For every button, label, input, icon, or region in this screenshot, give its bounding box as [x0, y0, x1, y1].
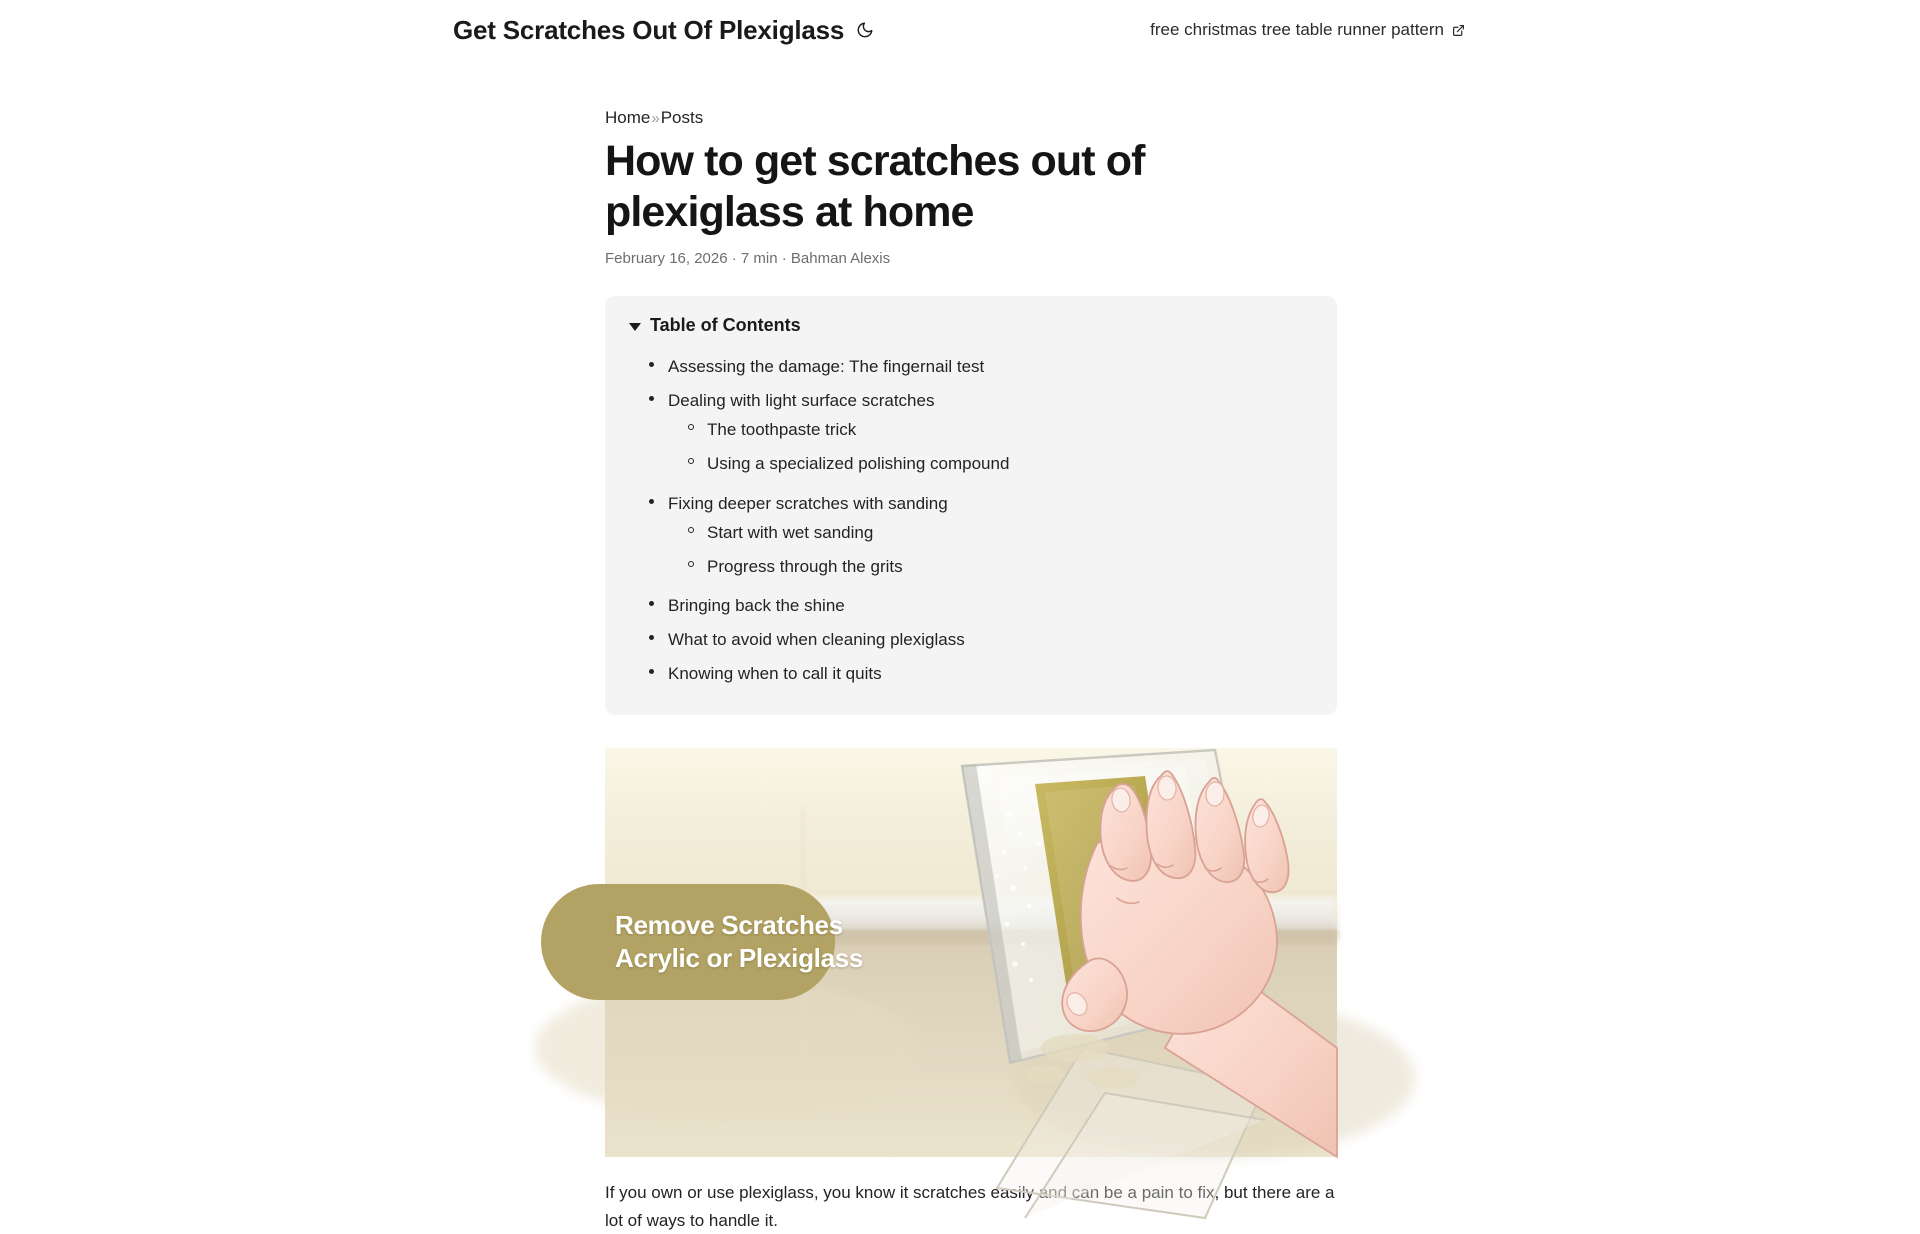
- header-external-link-label: free christmas tree table runner pattern: [1150, 20, 1444, 39]
- list-item: [688, 447, 1313, 481]
- toc-link[interactable]: Progress through the grits: [707, 556, 903, 576]
- list-item: [649, 487, 1313, 589]
- toc-link[interactable]: Knowing when to call it quits: [668, 664, 882, 684]
- toc-heading: Table of Contents: [650, 315, 801, 336]
- toc-link[interactable]: The toothpaste trick: [707, 420, 857, 440]
- toc-link[interactable]: Bringing back the shine: [668, 595, 845, 615]
- bullet-hollow-icon: [688, 424, 694, 430]
- page-title: How to get scratches out of plexiglass at home: [605, 137, 1145, 236]
- bullet-hollow-icon: [688, 561, 694, 567]
- article-first-paragraph: If you own or use plexiglass, you know it scratches easily and can be a pain to fix, but there are a lot of ways to handle it.: [605, 1183, 1335, 1230]
- bullet-icon: [649, 362, 654, 367]
- list-item: [688, 516, 1313, 550]
- post-meta: February 16, 2026 · 7 min · Bahman Alexis: [605, 249, 891, 267]
- table-of-contents: [605, 296, 1337, 715]
- bullet-icon: [649, 635, 654, 640]
- bullet-icon: [649, 396, 654, 401]
- list-item: [688, 550, 1313, 584]
- breadcrumb: [605, 108, 1337, 128]
- bullet-icon: [649, 601, 654, 606]
- breadcrumb-item-home[interactable]: Home: [605, 108, 651, 127]
- overlay-line-2: Acrylic or Plexiglass: [615, 943, 864, 974]
- featured-image-overlay-caption: [541, 884, 864, 1000]
- site-title[interactable]: Get Scratches Out Of Plexiglass: [453, 15, 845, 45]
- toc-link[interactable]: Assessing the damage: The fingernail test: [668, 357, 985, 377]
- bullet-icon: [649, 669, 654, 674]
- list-item: [688, 413, 1313, 447]
- external-link-icon: [1451, 23, 1465, 37]
- toc-link[interactable]: Dealing with light surface scratches: [668, 391, 935, 411]
- bullet-hollow-icon: [688, 527, 694, 533]
- list-item: [649, 350, 1313, 384]
- toc-sublist: [668, 413, 1313, 481]
- bullet-hollow-icon: [688, 458, 694, 464]
- toc-toggle[interactable]: [629, 315, 1313, 337]
- overlay-line-1: Remove Scratches: [615, 909, 843, 940]
- list-item: [649, 589, 1313, 623]
- featured-image: [605, 748, 1337, 1157]
- breadcrumb-item-posts[interactable]: Posts: [660, 108, 704, 127]
- main-content: [605, 0, 1337, 1234]
- toc-sublist: [668, 516, 1313, 584]
- list-item: [649, 384, 1313, 486]
- toc-link[interactable]: What to avoid when cleaning plexiglass: [668, 630, 965, 650]
- list-item: [649, 657, 1313, 691]
- toc-link[interactable]: Start with wet sanding: [707, 522, 874, 542]
- caret-down-icon: [629, 323, 641, 331]
- toc-link[interactable]: Using a specialized polishing compound: [707, 454, 1010, 474]
- toc-link[interactable]: Fixing deeper scratches with sanding: [668, 493, 948, 513]
- bullet-icon: [649, 499, 654, 504]
- list-item: [649, 623, 1313, 657]
- breadcrumb-separator: »: [651, 110, 660, 127]
- toc-list: [629, 350, 1313, 691]
